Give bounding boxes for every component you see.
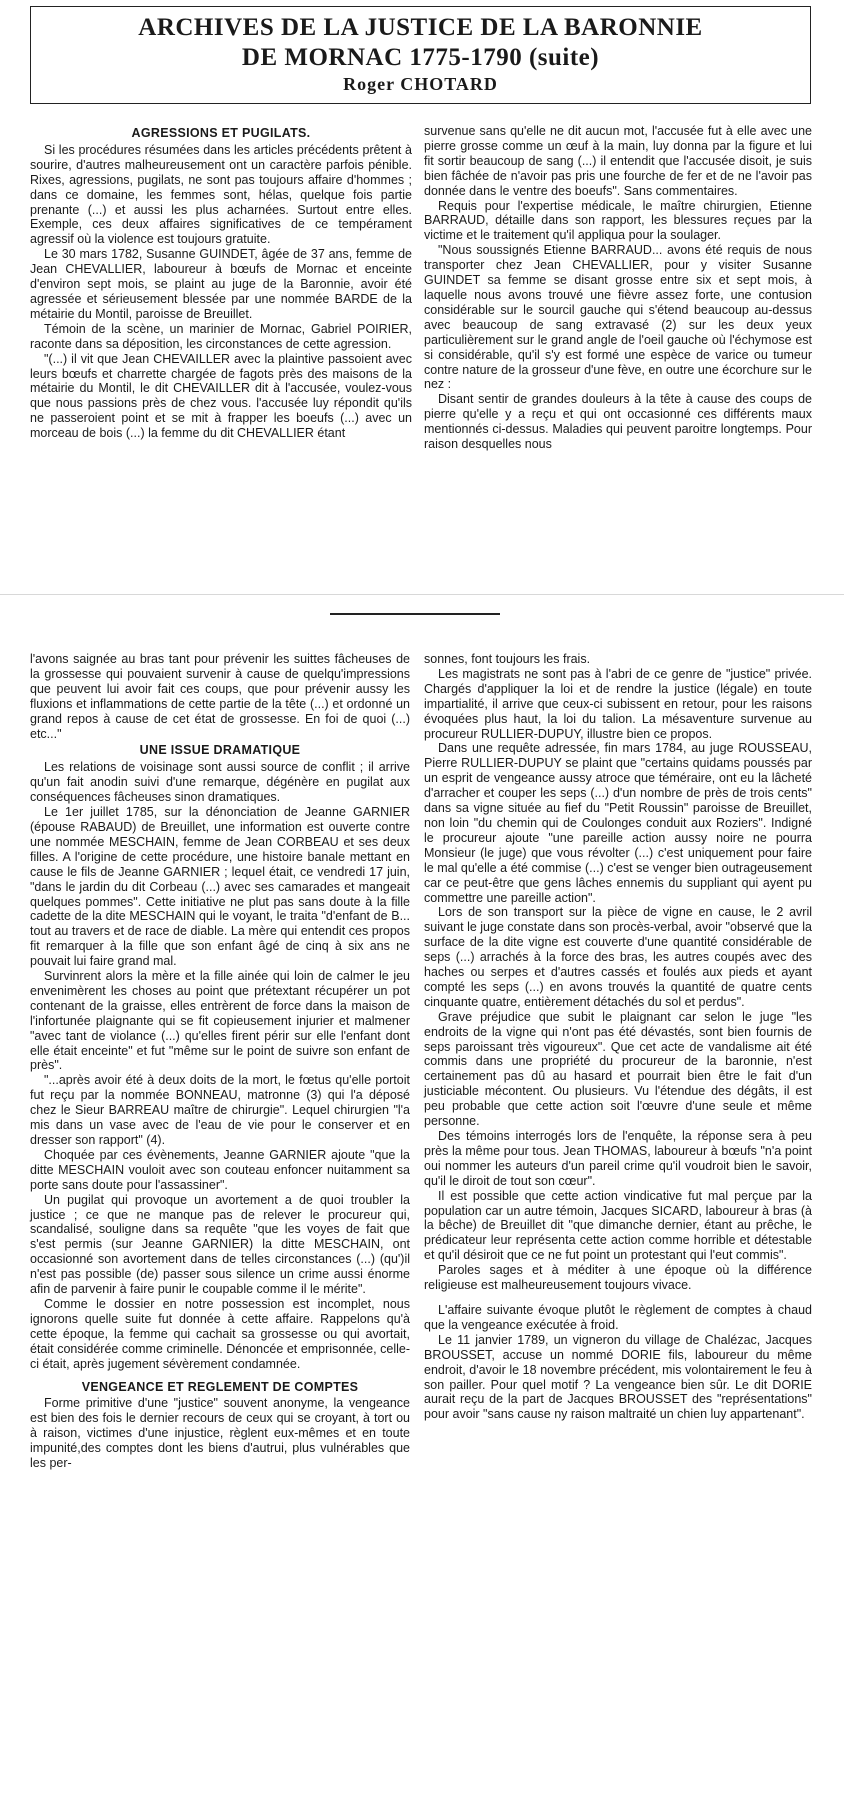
- paragraph: survenue sans qu'elle ne dit aucun mot, l'accusée fut à elle avec une pierre grosse comme un œuf à la main, luy donna par la figure et lui fit sortir beaucoup de sang (...) il entendit que l'accusée disoit, je suis bien fâchée de n'avoir pas pris une fourche de fer et de ne l'avoir pas donnée dans le ventre des boeufs". Sans commentaires.: [424, 124, 812, 198]
- column-3: [30, 652, 410, 1471]
- page-separator: [0, 594, 844, 595]
- paragraph: Forme primitive d'une "justice" souvent anonyme, la vengeance est bien des fois le dernier recours de ceux qui se croyant, à tort ou à raison, victimes d'une injustice, règlent eux-mêmes et en toute impunité,des comptes dont les biens d'autrui, plus vulnérables que les per-: [30, 1396, 410, 1471]
- paragraph: Comme le dossier en notre possession est incomplet, nous ignorons quelle suite fut donnée à cette affaire. Rappelons qu'à cette époque, la femme qui cachait sa grossesse ou qui avortait, était considérée comme criminelle. Dénoncée et emprisonnée, celle-ci était, après jugement sévèrement condamnée.: [30, 1296, 410, 1371]
- paragraph: Témoin de la scène, un marinier de Mornac, Gabriel POIRIER, raconte dans sa déposition, les circonstances de cette agression.: [30, 321, 412, 351]
- section-heading-agressions: AGRESSIONS ET PUGILATS.: [131, 126, 311, 140]
- paragraph: Grave préjudice que subit le plaignant car selon le juge "les endroits de la vigne qui n'ont pas été dévastés, sont bien fournis de seps paroissant très vigoureux". Que cet acte de vandalisme ait été commis dans une propriété du procureur de la baronnie, n'est certainement pas dû au hasard et pourrait bien être le fait d'un justiciable mécontent. Ou plusieurs. Vu l'étendue des dégâts, il est peu probable que cette action soit l'œuvre d'une seule et même personne.: [424, 1009, 812, 1129]
- paragraph: Le 11 janvier 1789, un vigneron du village de Chalézac, Jacques BROUSSET, accuse un nommé DORIE fils, laboureur du même endroit, d'avoir le 18 novembre précédent, mis volontairement le feu à son pailler. Pour quel motif ? La vengeance bien sûr. Le dit DORIE aurait reçu de la part de Jacques BROUSSET des "représentations" pour avoir "sans cause ny raison maltraité un chien luy appartenant".: [424, 1332, 812, 1422]
- paragraph: L'affaire suivante évoque plutôt le règlement de comptes à chaud que la vengeance exécutée à froid.: [424, 1302, 812, 1332]
- paragraph: Paroles sages et à méditer à une époque où la différence religieuse est malheureusement toujours vivace.: [424, 1263, 812, 1293]
- paragraph: Un pugilat qui provoque un avortement a de quoi troubler la justice ; ce que ne manque pas de relever le procureur qui, scandalisé, souligne dans sa requête "que les voyes de fait que s'est permis (sur Jeanne GARNIER) la ditte MESCHAIN, ont occasionné son avortement dans de telles circonstances (...) (qu')il n'est pas possible (de) passer sous silence un crime aussi énorme afin de parvenir à faire punir le coupable comme il le mérite".: [30, 1192, 410, 1297]
- paragraph: Requis pour l'expertise médicale, le maître chirurgien, Etienne BARRAUD, détaille dans son rapport, les blessures reçues par la victime et le traitement qu'il appliqua pour la soulager.: [424, 198, 812, 243]
- paragraph: sonnes, font toujours les frais.: [424, 652, 591, 666]
- column-2: [424, 124, 812, 452]
- paragraph: "(...) il vit que Jean CHEVAILLER avec la plaintive passoient avec leurs bœufs et charrette chargée de fagots près des maisons de la métairie du Montil, le dit CHEVAILLER dit à l'accusée, voulez-vous que nous passions près de chez vous. l'accusée luy répondit qu'ils ne passeroient point et se mit à frapper les boeufs (...) avec un morceau de bois (...) la femme du dit CHEVALLIER étant: [30, 351, 412, 441]
- paragraph: Survinrent alors la mère et la fille ainée qui loin de calmer le jeu envenimèrent les choses au point que prétextant récupérer un pot contenant de la graisse, elles entrèrent de force dans la maison de l'infortunée plaignante qui se fit copieusement injurier et malmener "avec tant de violance (...) qu'elles firent périr sur elle l'enfant dont elle était enceinte" et fut "même sur le point de suivre son enfant de près".: [30, 969, 410, 1073]
- column-1: [30, 124, 412, 441]
- article-author: Roger CHOTARD: [343, 74, 498, 94]
- title-box: [30, 6, 811, 104]
- article-title-line2: DE MORNAC 1775-1790 (suite): [241, 44, 600, 71]
- paragraph: Choquée par ces évènements, Jeanne GARNIER ajoute "que la ditte MESCHAIN vouloit avec son couteau enfoncer nuitamment sa porte sans doute pour l'assassiner".: [30, 1147, 410, 1192]
- paragraph: Il est possible que cette action vindicative fut mal perçue par la population car un autre témoin, Jacques SICARD, laboureur à bras (à la bêche) de Breuillet dit "que dimanche dernier, étant au prêche, le prédicateur leur représenta cette action comme horrible et détestable et qu'il désiroit que ce ne fut point un protestant qui l'eut commis".: [424, 1188, 812, 1263]
- paragraph: Si les procédures résumées dans les articles précédents prêtent à sourire, d'autres malheureusement ont un caractère parfois pénible. Rixes, agressions, pugilats, ne sont pas toujours affaire d'hommes ; dans ce domaine, les femmes sont, hélas, quelque fois partie prenante (...) et aussi les plus acharnées. Surtout entre elles. Exemple, ces deux affaires significatives de ce tempérament agressif où la violence est toujours gratuite.: [30, 142, 412, 247]
- paragraph: Dans une requête adressée, fin mars 1784, au juge ROUSSEAU, Pierre RULLIER-DUPUY se plaint que "certains quidams poussés par un esprit de vengeance aussy atroce que téméraire, ont eu la lâcheté d'arracher et couper les seps (...) d'un nombre de près de trois cents" dans sa vigne située au fief du "Petit Roussin" paroisse de Breuillet, non loin "du chemin qui de Coulonges conduit aux Roziers". Indigné le procureur ajoute "une pareille action aussy noire ne pourra Monsieur (le juge) que vous révolter (...) c'est uniquement pour faire le mal qu'elle a été commise (...) c'est se venger bien outrageusement car ce peut-être que gens lâches ennemis du suppliant qui ayent pu commettre une pareille action".: [424, 741, 812, 905]
- paragraph: Le 1er juillet 1785, sur la dénonciation de Jeanne GARNIER (épouse RABAUD) de Breuillet, une information est ouverte contre une nommée MESCHAIN, femme de Jean CORBEAU et ses deux filles. A l'origine de cette procédure, une histoire banale mettant en cause le fils de Jeanne GARNIER ; lequel était, ce vendredi 17 juin, "dans le jardin du dit Corbeau (...) avec ses camarades et mangeait quelques pommes". Cette initiative ne plut pas sans doute à la fille cadette de la dite MESCHAIN qui le voyant, le traita "d'enfant de B... tout au travers et de race de diable. La mère qui entendit ces propos fit remarquer à la fille que son enfant âgé de cinq à six ans ne pouvait lui faire grand mal.: [30, 805, 410, 969]
- paragraph: Les magistrats ne sont pas à l'abri de ce genre de "justice" privée. Chargés d'appliquer la loi et de rendre la justice (légale) en toute impartialité, il arrive que ceux-ci subissent en retour, pour les raisons évoquées plus haut, la loi du talion. La mésaventure survenue au procureur RULLIER-DUPUY, illustre bien ce propos.: [424, 666, 812, 741]
- paragraph: Lors de son transport sur la pièce de vigne en cause, le 2 avril suivant le juge constate dans son procès-verbal, avoir "observé que la surface de la dite vigne est couverte d'une quantité considérable de seps (...) arrachés à la force des bras, les autres coupés avec des haches ou serpes et d'autres cassés et foulés aux pieds et ayant compté les seps (...) en avons trouvés la quantité de quatre cents cinquante quatre, entièrement détachés du sol et perdus".: [424, 905, 812, 1009]
- paragraph: "Nous soussignés Etienne BARRAUD... avons été requis de nous transporter chez Jean CHEVALLIER, pour y visiter Susanne GUINDET sa femme se disant grosse entre six et sept mois, à laquelle nous avons trouvé une fièvre assez forte, une contusion considérable sur le sourcil gauche qui s'étend beaucoup au-dessus avec beaucoup de sang extravasé (2) sur les deux yeux particulièrement sur le grand angle de l'oeil gauche où l'échymose est si considérable, qu'il s'y est formé une espèce de varice ou tumeur contre nature de la grosseur d'une fève, en outre une écorchure sur le nez :: [424, 243, 812, 392]
- article-title-line1: ARCHIVES DE LA JUSTICE DE LA BARONNIE: [138, 14, 703, 41]
- paragraph: Disant sentir de grandes douleurs à la tête à cause des coups de pierre qu'elle y a reçu et qui ont occasionné ces différents maux mentionnés ci-dessus. Maladies qui peuvent paroitre longtemps. Pour raison desquelles nous: [424, 392, 812, 452]
- paragraph: Des témoins interrogés lors de l'enquête, la réponse sera à peu près la même pour tous. Jean THOMAS, laboureur à bœufs "n'a point oui nommer les auteurs d'un pareil crime qu'il voudroit bien le savoir, qu'il le diroit de tout son cœur".: [424, 1129, 812, 1188]
- paragraph: Le 30 mars 1782, Susanne GUINDET, âgée de 37 ans, femme de Jean CHEVALLIER, laboureur à bœufs de Mornac et enceinte d'environ sept mois, se plaint au juge de la Baronnie, avoir été agressée et sérieusement blessée par une nommée BARDE de la métairie du Montil, paroisse de Breuillet.: [30, 247, 412, 321]
- section-divider-rule: [330, 613, 500, 615]
- paragraph: Les relations de voisinage sont aussi source de conflit ; il arrive qu'un fait anodin suivi d'une remarque, dégénère en pugilat aux conséquences fâcheuses sinon dramatiques.: [30, 760, 410, 805]
- column-4: [424, 652, 812, 1422]
- section-heading-issue-dramatique: UNE ISSUE DRAMATIQUE: [139, 743, 301, 758]
- paragraph: l'avons saignée au bras tant pour prévenir les suittes fâcheuses de la grossesse qui pouvaient survenir à cause de quelqu'impressions que peuvent lui avoir fait ces coups, que pour prévenir aussy les fluxions et inflammations de cette partie de la tête (...) et ordonné un grand repos à cause de cet état de grossesse. En foi de quoi (...) etc...": [30, 652, 410, 741]
- paragraph: "...après avoir été à deux doits de la mort, le fœtus qu'elle portoit fut reçu par la nommée BONNEAU, matronne (3) qui l'a déposé chez le Sieur BARREAU maître de chirurgie". Lequel chirurgien "l'a mis dans un vase avec de l'eau de vie pour le conserver et en dresser son rapport" (4).: [30, 1073, 410, 1147]
- section-heading-vengeance: VENGEANCE ET REGLEMENT DE COMPTES: [81, 1379, 359, 1394]
